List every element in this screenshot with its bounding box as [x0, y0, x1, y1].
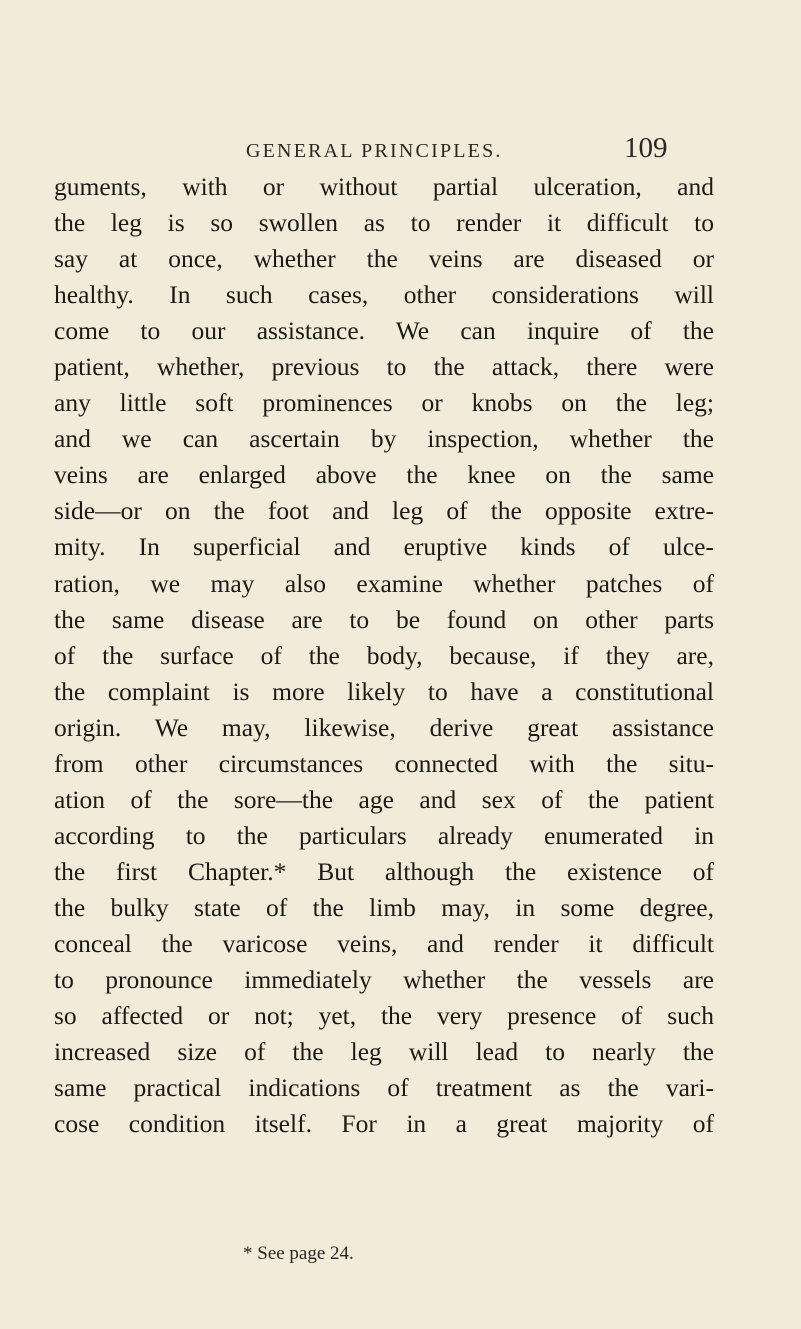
text-line: any little soft prominences or knobs on the leg; [54, 388, 714, 418]
text-line: according to the particulars already enumerated in [54, 820, 714, 850]
text-line: patient, whether, previous to the attack, there were [54, 352, 714, 382]
text-line: ration, we may also examine whether patches of [54, 568, 714, 598]
text-line: from other circumstances connected with the situ- [54, 748, 714, 778]
text-line: to pronounce immediately whether the vessels are [54, 965, 714, 995]
text-line: the first Chapter.* But although the existence of [54, 856, 714, 886]
text-line: come to our assistance. We can inquire of the [54, 316, 714, 346]
text-line: the bulky state of the limb may, in some degree, [54, 892, 714, 922]
page-number: 109 [624, 132, 668, 164]
text-line: say at once, whether the veins are diseased or [54, 244, 714, 274]
text-line: increased size of the leg will lead to nearly the [54, 1037, 714, 1067]
footnote: * See page 24. [243, 1243, 354, 1264]
text-line: same practical indications of treatment as the vari- [54, 1073, 714, 1103]
text-line: ation of the sore—the age and sex of the patient [54, 784, 714, 814]
text-line: the leg is so swollen as to render it difficult to [54, 208, 714, 238]
text-line: veins are enlarged above the knee on the same [54, 460, 714, 490]
text-line: cose condition itself. For in a great majority of [54, 1109, 714, 1139]
text-line: side—or on the foot and leg of the opposite extre- [54, 496, 714, 526]
text-line: and we can ascertain by inspection, whether the [54, 424, 714, 454]
text-line: the complaint is more likely to have a constitutional [54, 676, 714, 706]
text-line: conceal the varicose veins, and render it difficult [54, 928, 714, 958]
text-line: of the surface of the body, because, if they are, [54, 640, 714, 670]
text-line: so affected or not; yet, the very presence of such [54, 1001, 714, 1031]
text-line: mity. In superficial and eruptive kinds of ulce- [54, 532, 714, 562]
text-line: guments, with or without partial ulceration, and [54, 172, 714, 201]
text-line: healthy. In such cases, other considerations will [54, 280, 714, 310]
text-line: origin. We may, likewise, derive great assistance [54, 712, 714, 742]
running-head-title: GENERAL PRINCIPLES. [246, 140, 503, 162]
text-line: the same disease are to be found on other parts [54, 604, 714, 634]
body-text [54, 169, 714, 1142]
